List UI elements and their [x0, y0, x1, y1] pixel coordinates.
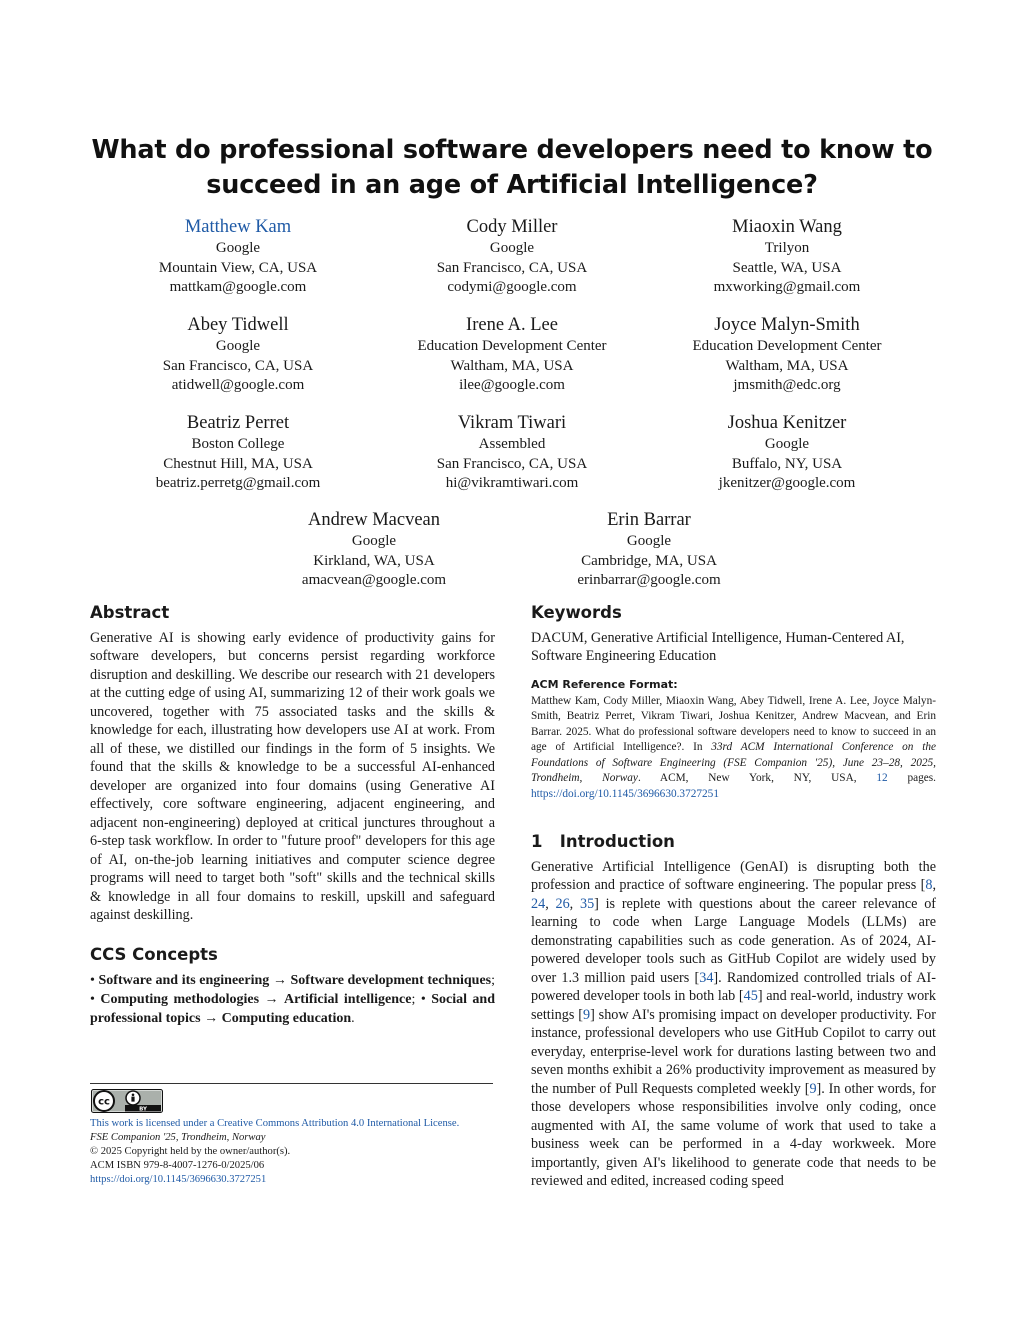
- intro-text-segment: ]. In other words, for those developers whose responsibilities involve only coding, once augmented with AI, the same volume of work that used to take a business week can be performed in a 4-day workweek. More importantly, given AI's likelihood to generate code that needs to be reviewed and edited, increased coding speed: [531, 1080, 937, 1189]
- copyright-line: © 2025 Copyright held by the owner/author(s).: [90, 1146, 291, 1157]
- citation-separator: ,: [932, 877, 936, 893]
- ccs-arrow: →: [272, 972, 287, 988]
- citation-link[interactable]: 26: [555, 895, 570, 912]
- author-email: mattkam@google.com: [169, 279, 307, 296]
- paper-title: What do professional software developers need to know to succeed in an age of Artificial Intelligence?: [91, 135, 933, 200]
- acm-ref-heading: ACM Reference Format:: [531, 678, 678, 691]
- keywords-text: DACUM, Generative Artificial Intelligence, Human-Centered AI, Software Engineering Education: [531, 629, 905, 664]
- abstract-heading: Abstract: [90, 603, 170, 622]
- author-location: Seattle, WA, USA: [732, 259, 842, 276]
- author-email: codymi@google.com: [447, 279, 577, 296]
- section-number: 1: [531, 832, 543, 851]
- cc-label: cc: [98, 1096, 110, 1108]
- author-email: jkenitzer@google.com: [718, 475, 856, 492]
- author-location: Cambridge, MA, USA: [581, 552, 717, 569]
- ccs-heading: CCS Concepts: [90, 945, 218, 964]
- author-affiliation: Google: [764, 436, 810, 452]
- author-name: Irene A. Lee: [466, 315, 558, 335]
- citation-link[interactable]: 24: [531, 895, 546, 912]
- citation-link[interactable]: 9: [809, 1080, 817, 1097]
- author-affiliation: Education Development Center: [417, 338, 607, 354]
- author-affiliation: Boston College: [191, 436, 285, 452]
- author-name: Erin Barrar: [607, 510, 691, 530]
- introduction-heading: [531, 833, 936, 852]
- ccs-arrow: →: [264, 991, 279, 1007]
- author-name: Vikram Tiwari: [457, 413, 567, 433]
- acm-ref-pages-word: pages.: [887, 772, 937, 784]
- author-email: mxworking@gmail.com: [713, 279, 861, 296]
- author-email: ilee@google.com: [459, 377, 565, 394]
- author-location: Waltham, MA, USA: [725, 357, 849, 374]
- citation-link[interactable]: 9: [582, 1006, 591, 1023]
- author-affiliation: Google: [215, 240, 261, 256]
- author-location: San Francisco, CA, USA: [162, 357, 314, 374]
- ccs-subconcept-2: Artificial intelligence: [283, 991, 412, 1007]
- citation-link[interactable]: 34: [699, 969, 714, 986]
- intro-text-segment: ] show AI's promising impact on developer productivity. For instance, professional developers who use GitHub Copilot to carry out everyday, enterprise-level work for durations lasting between two and seven months exhibit a 26% productivity improvement as measured by the number of Pull Requests completed weekly [: [531, 1006, 936, 1097]
- author-name: Joyce Malyn-Smith: [714, 315, 860, 335]
- author-block: [88, 411, 388, 494]
- abstract-text: Generative AI is showing early evidence of productivity gains for software developers, but concerns persist regarding workforce disruption and deskilling. We describe our research with 21 developers at the cutting edge of using AI, summarizing 12 of their work goals we uncovered, together with 75 associated tasks and the skills & knowledge for each, illustrating how developers use AI at work. From all of these, we distilled our findings in the form of 5 insights. We found that the skills & knowledge to be a successful AI-enhanced developer are organized into four domains (using Generative AI effectively, core software engineering, adjacent engineering, and adjacent non-engineering) deployed at critical junctures throughout a 6-step task workflow. In order to "future proof" developers for this age of AI, on-the-job learning initiatives and computer science degree programs will need to target both "soft" skills and the technical skills & knowledge in all four domains to reskill, upskill and safeguard against deskilling.: [90, 629, 495, 923]
- introduction-section: [531, 833, 936, 1191]
- author-location: Kirkland, WA, USA: [313, 552, 435, 569]
- ccs-separator: ;: [491, 972, 496, 988]
- keywords-heading: Keywords: [531, 603, 622, 622]
- acm-ref-publisher: . ACM, New York, NY, USA,: [637, 772, 877, 784]
- author-location: San Francisco, CA, USA: [436, 259, 588, 276]
- author-block: [637, 215, 937, 298]
- author-affiliation: Google: [489, 240, 535, 256]
- ccs-bullet: •: [90, 991, 95, 1007]
- author-email: hi@vikramtiwari.com: [445, 475, 579, 492]
- author-block: [362, 313, 662, 396]
- keywords-section: [531, 604, 936, 666]
- author-block: [362, 411, 662, 494]
- acm-ref-text: [531, 694, 936, 803]
- ccs-bullet: •: [90, 972, 95, 988]
- author-location: San Francisco, CA, USA: [436, 455, 588, 472]
- author-affiliation: Assembled: [478, 436, 546, 452]
- ccs-bullet: •: [420, 991, 426, 1007]
- author-name[interactable]: Matthew Kam: [184, 217, 292, 237]
- intro-text-segment: ]. Randomized controlled trials of AI-powered developer tools in both lab [: [531, 969, 936, 1004]
- author-email: atidwell@google.com: [171, 377, 305, 394]
- footnote-rule: [90, 1083, 493, 1084]
- author-block: [499, 508, 799, 591]
- author-block: [362, 215, 662, 298]
- author-block: [637, 313, 937, 396]
- author-email: jmsmith@edc.org: [733, 377, 841, 394]
- author-block: [88, 215, 388, 298]
- author-location: Chestnut Hill, MA, USA: [163, 455, 313, 472]
- author-name: Joshua Kenitzer: [727, 413, 847, 433]
- author-location: Buffalo, NY, USA: [731, 455, 843, 472]
- author-name: Miaoxin Wang: [732, 217, 842, 237]
- intro-text-segment: ] is replete with questions about the career relevance of learning to code when Large Language Models (LLMs) are demonstrating capabilities such as code generation. As of 2024, AI-powered developer tools such as GitHub Copilot are widely used by over 1.3 million paid users [: [531, 895, 937, 986]
- acm-ref-authors: Matthew Kam, Cody Miller, Miaoxin Wang, Abey Tidwell, Irene A. Lee, Joyce Malyn-Smith, Beatriz Perret, Vikram Tiwari, Joshua Kenitzer, Andrew Macvean, and Erin Barrar. 2025. What do professional software developers need to know to succeed in an age of Artificial Intelligence?. In: [531, 694, 936, 753]
- venue-line: FSE Companion '25, Trondheim, Norway: [90, 1132, 266, 1143]
- acm-ref-doi-link[interactable]: https://doi.org/10.1145/3696630.3727251: [531, 787, 719, 800]
- citation-link[interactable]: 45: [743, 988, 758, 1004]
- author-name: Cody Miller: [466, 217, 558, 237]
- license-link[interactable]: This work is licensed under a Creative Commons Attribution 4.0 International License.: [90, 1118, 460, 1129]
- author-name: Andrew Macvean: [307, 510, 440, 530]
- author-email: amacvean@google.com: [301, 572, 447, 589]
- footnote: [90, 1117, 510, 1187]
- doi-link[interactable]: https://doi.org/10.1145/3696630.3727251: [90, 1174, 267, 1185]
- citation-link[interactable]: 35: [579, 895, 595, 912]
- ccs-separator: .: [351, 1010, 355, 1026]
- author-affiliation: Google: [215, 338, 261, 354]
- ccs-subconcept-1: Software development techniques: [290, 972, 492, 988]
- ccs-separator: ;: [411, 991, 416, 1007]
- acm-ref-pages-link[interactable]: 12: [876, 772, 888, 784]
- author-name: Beatriz Perret: [186, 413, 290, 433]
- author-email: beatriz.perretg@gmail.com: [155, 475, 321, 492]
- author-name: Abey Tidwell: [187, 315, 289, 335]
- ccs-concept-2: Computing methodologies: [100, 991, 260, 1007]
- author-block: [637, 411, 937, 494]
- ccs-concept-1: Software and its engineering: [98, 972, 270, 988]
- author-email: erinbarrar@google.com: [577, 572, 721, 589]
- citation-separator: ,: [545, 895, 556, 912]
- author-affiliation: Education Development Center: [692, 338, 882, 354]
- author-location: Waltham, MA, USA: [450, 357, 574, 374]
- citation-separator: ,: [569, 895, 580, 912]
- author-affiliation: Google: [626, 533, 672, 549]
- ccs-subconcept-3: Computing education: [221, 1010, 352, 1026]
- citation-link[interactable]: 8: [925, 877, 933, 893]
- author-block: [224, 508, 524, 591]
- author-block: [88, 313, 388, 396]
- abstract-section: [90, 604, 495, 925]
- by-label: BY: [139, 1106, 147, 1113]
- ccs-concept-3: Social and professional topics: [90, 991, 495, 1026]
- acm-ref-venue: 33rd ACM International Conference on the Foundations of Software Engineering (FSE Companion '25), June 23–28, 2025, Trondheim, Norway: [531, 741, 936, 784]
- intro-text-segment: ] and real-world, industry work settings [: [531, 988, 936, 1023]
- author-affiliation: Trilyon: [764, 240, 810, 256]
- isbn-line: ACM ISBN 979-8-4007-1276-0/2025/06: [90, 1160, 265, 1171]
- section-title: Introduction: [559, 832, 675, 851]
- author-affiliation: Google: [351, 533, 397, 549]
- intro-text-segment: Generative Artificial Intelligence (GenAI) is disrupting both the profession and practice of software engineering. The popular press [: [531, 858, 936, 893]
- cc-by-license-icon[interactable]: [91, 1089, 163, 1113]
- author-location: Mountain View, CA, USA: [158, 259, 318, 276]
- ccs-section: [90, 946, 495, 1028]
- ccs-concepts: [90, 971, 495, 1028]
- acm-reference-section: [531, 677, 936, 802]
- introduction-text: [531, 858, 936, 1191]
- ccs-arrow: →: [204, 1010, 219, 1026]
